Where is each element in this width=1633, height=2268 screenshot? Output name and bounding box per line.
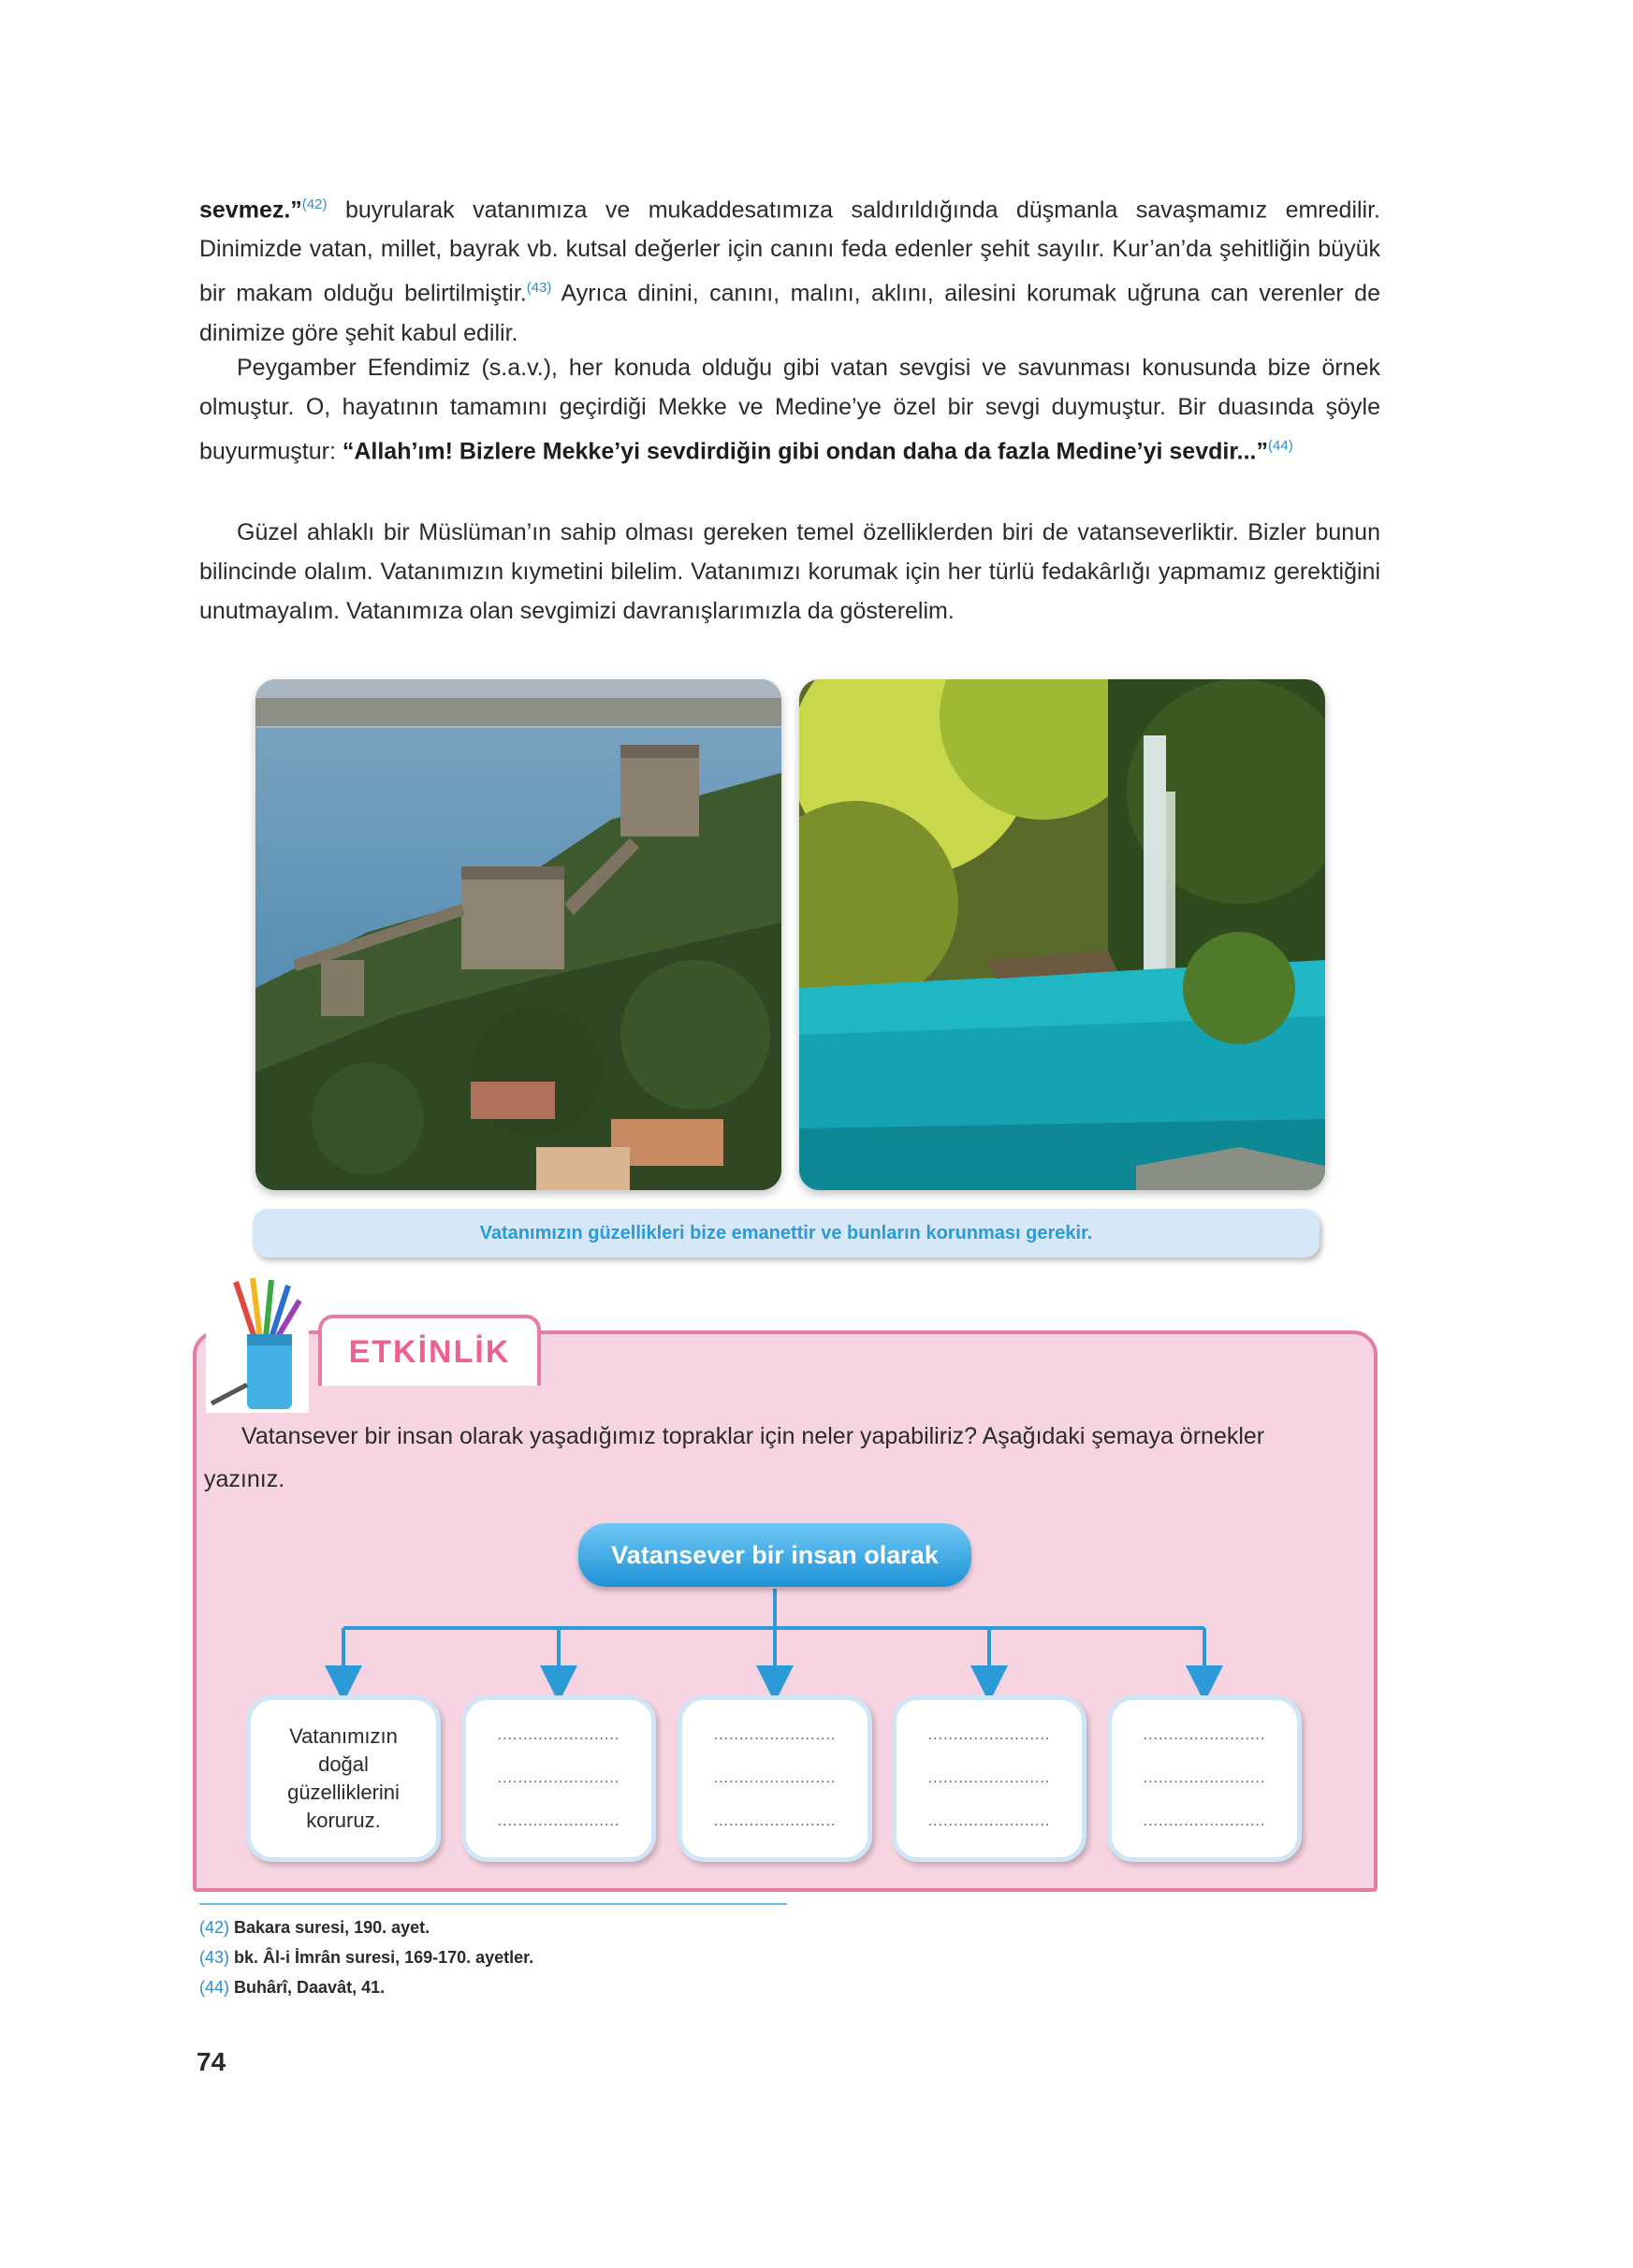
blank-line[interactable]: ........................ — [1143, 1770, 1266, 1786]
blank-line[interactable]: ........................ — [1143, 1727, 1266, 1743]
diagram-root-node — [578, 1523, 971, 1587]
footnote-ref-43[interactable]: (43) — [526, 280, 552, 297]
blank-line[interactable]: ........................ — [497, 1813, 620, 1829]
paragraph-text: Peygamber Efendimiz (s.a.v.), her konuda olduğu gibi vatan sevgisi ve savunması konusunda bize örnek olmuştur. O, hayatının tamamını geçirdiği Mekke ve Medine’ye özel bir sevgi duymuştur. Bir duasında şöyle buyurmuştur: — [199, 355, 1380, 465]
diagram-example-node — [246, 1695, 441, 1862]
diagram-blank-node[interactable] — [892, 1695, 1086, 1862]
footnote-43 — [199, 1948, 533, 1968]
footnote-42 — [199, 1918, 430, 1938]
footnote-text: Bakara suresi, 190. ayet. — [234, 1918, 430, 1937]
footnote-number: (43) — [199, 1948, 230, 1967]
blank-line[interactable]: ........................ — [713, 1727, 837, 1743]
blank-line[interactable]: ........................ — [713, 1813, 837, 1829]
caption-text: Vatanımızın güzellikleri bize emanettir ve bunların korunması gerekir. — [479, 1222, 1093, 1243]
root-node-label: Vatansever bir insan olarak — [611, 1540, 939, 1569]
footnote-number: (42) — [199, 1918, 230, 1937]
hadith-quote: “Allah’ım! Bizlere Mekke’yi sevdirdiğin gibi ondan daha da fazla Medine’yi sevdir...” — [342, 438, 1269, 465]
diagram-blank-node[interactable] — [461, 1695, 656, 1862]
blank-line[interactable]: ........................ — [927, 1727, 1051, 1743]
blank-line[interactable]: ........................ — [497, 1727, 620, 1743]
footnote-ref-44[interactable]: (44) — [1268, 438, 1293, 454]
diagram-blank-node[interactable] — [678, 1695, 872, 1862]
quote-end: sevmez.” — [199, 196, 302, 224]
footnote-divider — [199, 1903, 787, 1905]
footnote-text: bk. Âl-i İmrân suresi, 169-170. ayetler. — [234, 1948, 534, 1967]
footnote-ref-42[interactable]: (42) — [301, 196, 328, 212]
activity-question: Vatansever bir insan olarak yaşadığımız topraklar için neler yapabiliriz? Aşağıdaki şemaya örnekler yazınız. — [204, 1423, 1265, 1492]
paragraph-text: buyrularak vatanımıza ve mukaddesatımıza saldırıldığında düşmanla savaşmamız emredilir. Dinimizde vatan, millet, bayrak vb. kutsal değerler için canını feda edenler şehit sayılır. Kur’an’da şehitliğin büyük bir makam olduğu belirtilmiştir. — [199, 196, 1380, 307]
activity-title: ETKİNLİK — [348, 1333, 511, 1370]
diagram-blank-node[interactable] — [1107, 1695, 1302, 1862]
paragraph-text: Güzel ahlaklı bir Müslüman’ın sahip olması gereken temel özelliklerden biri de vatanseverliktir. Bizler bunun bilincinde olalım. Vatanımızın kıymetini bilelim. Vatanımızı korumak için her türlü fedakârlığı yapmamız gerektiğini unutmayalım. Vatanımıza olan sevgimizi davranışlarımızla da gösterelim. — [199, 519, 1380, 624]
blank-line[interactable]: ........................ — [927, 1770, 1051, 1786]
footnote-text: Buhârî, Daavât, 41. — [234, 1978, 386, 1997]
blank-line[interactable]: ........................ — [497, 1770, 620, 1786]
blank-line[interactable]: ........................ — [713, 1770, 837, 1786]
paragraph-text: Ayrıca dinini, canını, malını, aklını, ailesini korumak uğruna can verenler de dinimize göre şehit kabul edilir. — [199, 280, 1380, 346]
example-answer: Vatanımızın doğal güzelliklerini koruruz. — [287, 1724, 400, 1832]
page-number: 74 — [197, 2047, 226, 2076]
blank-line[interactable]: ........................ — [1143, 1813, 1266, 1829]
footnote-44 — [199, 1978, 385, 1998]
footnote-number: (44) — [199, 1978, 230, 1997]
blank-line[interactable]: ........................ — [927, 1813, 1051, 1829]
